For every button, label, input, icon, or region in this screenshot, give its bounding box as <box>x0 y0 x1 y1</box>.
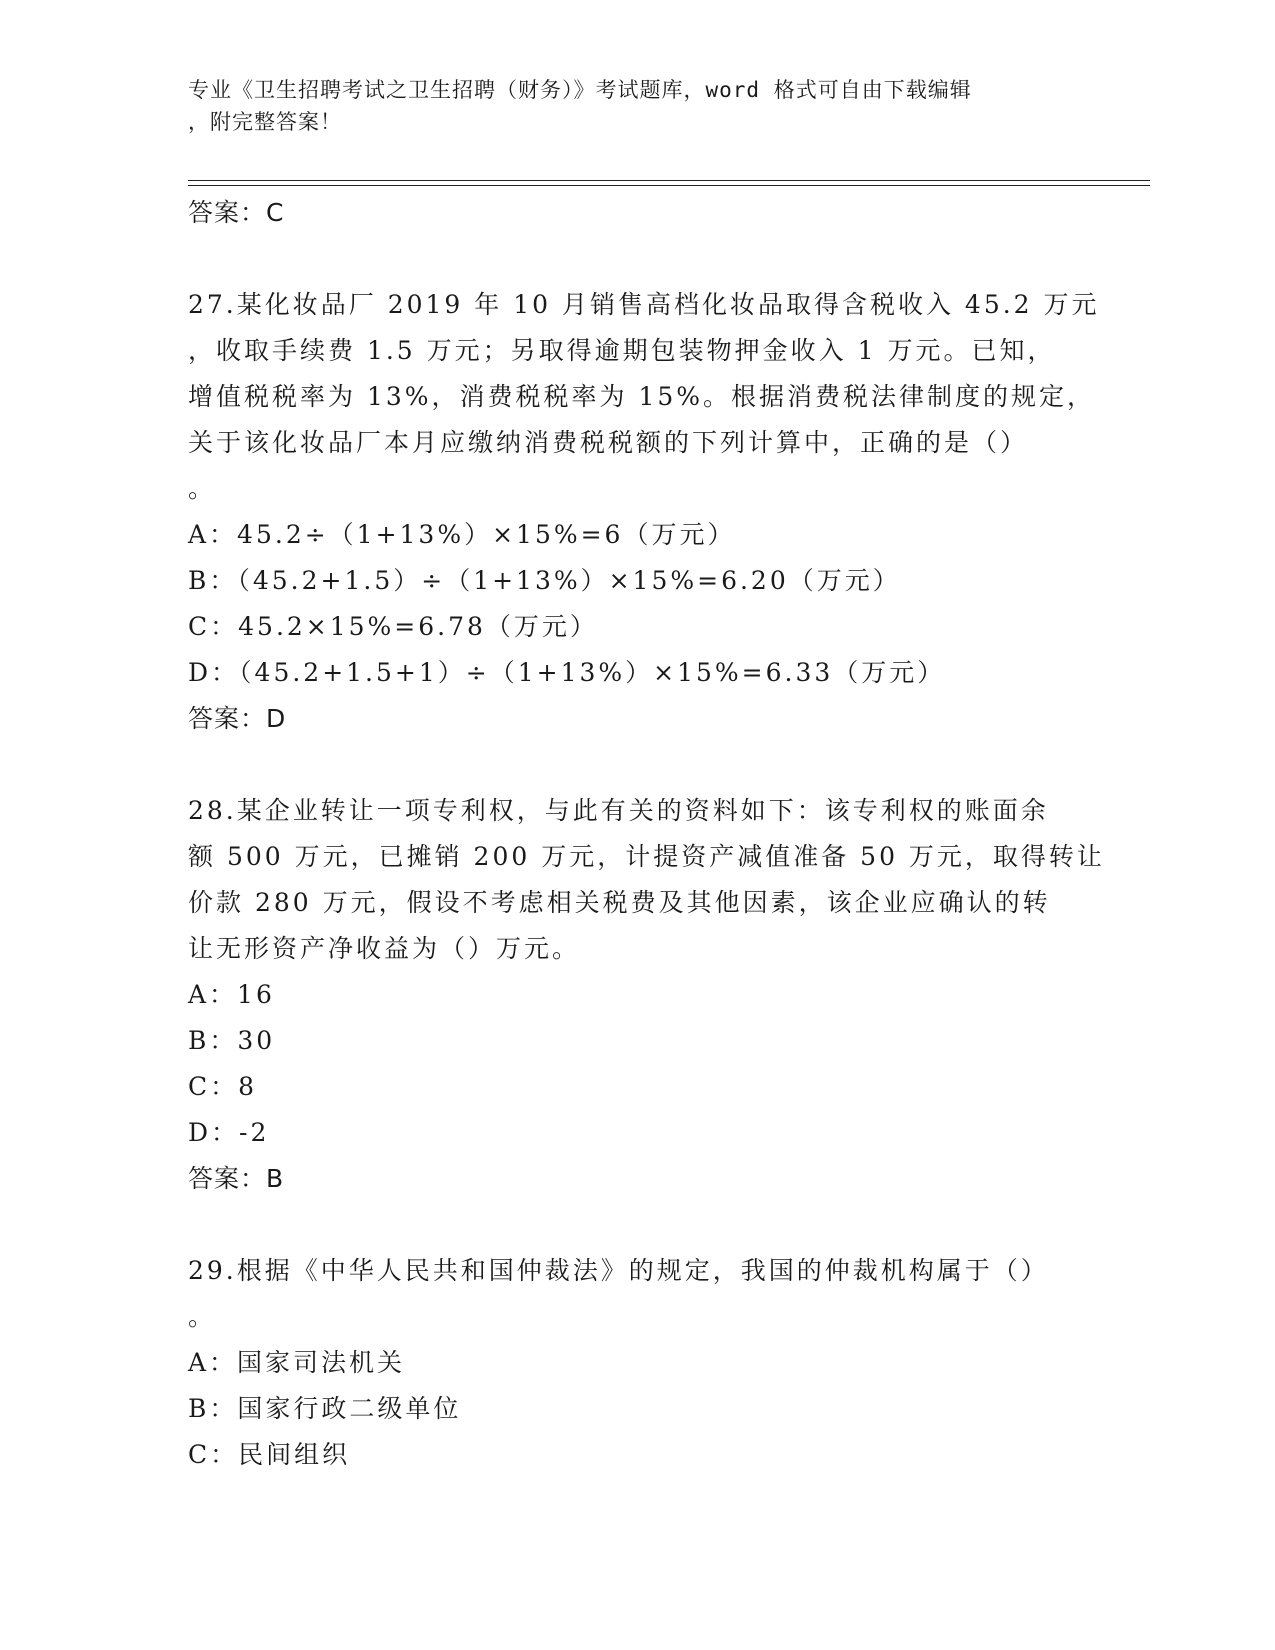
question-29 <box>188 1248 1088 1478</box>
question-text-line: ，收取手续费 1.5 万元；另取得逾期包装物押金收入 1 万元。已知， <box>188 336 1056 365</box>
spacer <box>188 1202 1088 1248</box>
spacer <box>188 236 1088 282</box>
option-d: D：（45.2+1.5+1）÷（1+13%）×15%=6.33（万元） <box>188 658 946 687</box>
answer-line: 答案：D <box>188 704 287 733</box>
spacer <box>188 742 1088 788</box>
option-c: C：8 <box>188 1072 258 1101</box>
option-b: B：国家行政二级单位 <box>188 1394 462 1423</box>
answer-line: 答案：C <box>188 198 285 227</box>
question-text-line: 29.根据《中华人民共和国仲裁法》的规定，我国的仲裁机构属于（） <box>188 1256 1049 1285</box>
question-text-line: 27.某化妆品厂 2019 年 10 月销售高档化妆品取得含税收入 45.2 万元 <box>188 290 1100 319</box>
option-c: C：民间组织 <box>188 1440 351 1469</box>
document-header <box>188 74 1068 138</box>
option-a: A：16 <box>188 980 275 1009</box>
question-text-line: 28.某企业转让一项专利权，与此有关的资料如下：该专利权的账面余 <box>188 796 1049 825</box>
question-text-line: 让无形资产净收益为（）万元。 <box>188 934 581 963</box>
option-a: A：国家司法机关 <box>188 1348 406 1377</box>
header-divider-top <box>188 180 1150 181</box>
question-text-line: 。 <box>188 474 217 503</box>
question-text-line: 增值税税率为 13%，消费税税率为 15%。根据消费税法律制度的规定， <box>188 382 1096 411</box>
question-text-line: 关于该化妆品厂本月应缴纳消费税税额的下列计算中，正确的是（） <box>188 428 1029 457</box>
question-text-line: 价款 280 万元，假设不考虑相关税费及其他因素，该企业应确认的转 <box>188 888 1051 917</box>
option-b: B：30 <box>188 1026 276 1055</box>
document-body <box>188 190 1105 1478</box>
header-divider-bottom <box>188 185 1150 186</box>
question-27 <box>188 282 1100 742</box>
question-text-line: 。 <box>188 1302 217 1331</box>
header-line-2: ，附完整答案！ <box>188 110 342 134</box>
question-text-line: 额 500 万元，已摊销 200 万元，计提资产减值准备 50 万元，取得转让 <box>188 842 1105 871</box>
option-c: C：45.2×15%=6.78（万元） <box>188 612 598 641</box>
answer-line: 答案：B <box>188 1164 285 1193</box>
option-a: A：45.2÷（1+13%）×15%=6（万元） <box>188 520 736 549</box>
option-d: D：-2 <box>188 1118 270 1147</box>
question-28 <box>188 788 1105 1202</box>
header-line-1: 专业《卫生招聘考试之卫生招聘（财务）》考试题库，word 格式可自由下载编辑 <box>188 78 972 102</box>
option-b: B：（45.2+1.5）÷（1+13%）×15%=6.20（万元） <box>188 566 901 595</box>
